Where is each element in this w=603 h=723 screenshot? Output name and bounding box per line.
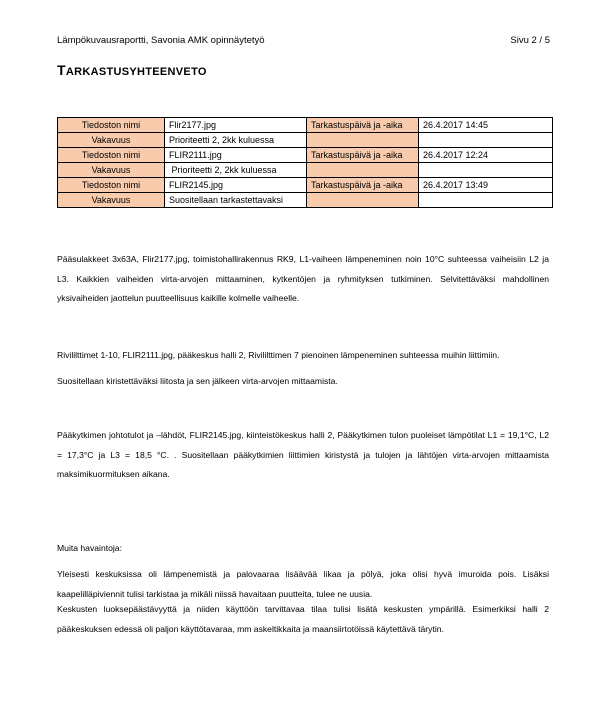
cell-empty xyxy=(419,193,553,208)
cell-empty xyxy=(419,133,553,148)
cell-value: Suositellaan tarkastettavaksi xyxy=(165,193,307,208)
section-title-initial: T xyxy=(57,62,66,78)
cell-value-date: 26.4.2017 13:49 xyxy=(419,178,553,193)
cell-label: Vakavuus xyxy=(58,163,165,178)
table-row xyxy=(58,193,553,208)
cell-value: Flir2177.jpg xyxy=(165,118,307,133)
other-observations-heading: Muita havaintoja: xyxy=(57,543,122,553)
cell-label: Tiedoston nimi xyxy=(58,178,165,193)
table-row xyxy=(58,178,553,193)
table-row xyxy=(58,163,553,178)
recommendation-paragraph-terminal-strip: Suositellaan kiristettäväksi liitosta ja sen jälkeen virta-arvojen mittaamista. xyxy=(57,376,338,386)
cell-label-date: Tarkastuspäivä ja -aika xyxy=(307,118,419,133)
cell-empty xyxy=(307,163,419,178)
table-row xyxy=(58,118,553,133)
cell-label: Tiedoston nimi xyxy=(58,148,165,163)
cell-label: Tiedoston nimi xyxy=(58,118,165,133)
cell-value: Prioriteetti 2, 2kk kuluessa xyxy=(165,133,307,148)
finding-paragraph-main-switch: Pääkytkimen johtotulot ja –lähdöt, FLIR2145.jpg, kiinteistökeskus halli 2, Pääkytkimen tulon puoleiset lämpötilat L1 = 19,1°C, L2 = 17,3°C ja L3 = 18,5 °C. . Suositellaan pääkytkimien liittimien kiristystä ja tulojen ja lähtöjen virta-arvojen mittaamista maksimikuormituksen aikana. xyxy=(57,430,549,479)
cell-label-date: Tarkastuspäivä ja -aika xyxy=(307,148,419,163)
cell-label-date: Tarkastuspäivä ja -aika xyxy=(307,178,419,193)
finding-paragraph-main-fuses: Pääsulakkeet 3x63A, Flir2177.jpg, toimistohallirakennus RK9, L1-vaiheen lämpeneminen noin 10°C suhteessa vaiheisiin L2 ja L3. Kaikkien vaiheiden virta-arvojen mittaaminen, kytkentöjen ja ryhmityksen tutkiminen. Selvitettäväksi mahdollinen yksivaiheiden jaottelun puutteellisuus kaikille kolmelle vaiheelle. xyxy=(57,254,549,303)
cell-value: FLIR2145.jpg xyxy=(165,178,307,193)
cell-value-date: 26.4.2017 12:24 xyxy=(419,148,553,163)
header-report-title: Lämpökuvausraportti, Savonia AMK opinnäytetyö xyxy=(57,35,265,46)
cell-value: FLIR2111.jpg xyxy=(165,148,307,163)
header-page-number: Sivu 2 / 5 xyxy=(510,35,550,46)
inspection-summary-table xyxy=(57,117,553,208)
section-title xyxy=(57,62,207,78)
cell-empty xyxy=(307,193,419,208)
finding-paragraph-terminal-strip: Rivililttimet 1-10, FLIR2111.jpg, pääkeskus halli 2, Rivililttimen 7 pienoinen lämpeneminen suhteessa muihin liittimiin. xyxy=(57,350,500,360)
cell-empty xyxy=(419,163,553,178)
observation-paragraph-access: Keskusten luoksepäästävyyttä ja niiden käyttöön tarvittavaa tilaa tulisi lisätä keskusten ympärillä. Esimerkiksi halli 2 pääkeskuksen edessä oli paljon käyttötavaraa, mm askeltikkaita ja maansiirtotöissä käytettävä tärytin. xyxy=(57,604,549,634)
cell-value-date: 26.4.2017 14:45 xyxy=(419,118,553,133)
cell-label: Vakavuus xyxy=(58,193,165,208)
table-row xyxy=(58,148,553,163)
section-title-rest: ARKASTUSYHTEENVETO xyxy=(65,66,207,78)
table-row xyxy=(58,133,553,148)
cell-value: Prioriteetti 2, 2kk kuluessa xyxy=(165,163,307,178)
cell-label: Vakavuus xyxy=(58,133,165,148)
observation-paragraph-dust: Yleisesti keskuksissa oli lämpenemistä ja palovaaraa lisäävää likaa ja pölyä, joka olisi hyvä imuroida pois. Lisäksi kaapelilläpiviennit tulisi tarkistaa ja mikäli niissä havaitaan puutteita, tulee ne uusia. xyxy=(57,569,549,599)
cell-empty xyxy=(307,133,419,148)
